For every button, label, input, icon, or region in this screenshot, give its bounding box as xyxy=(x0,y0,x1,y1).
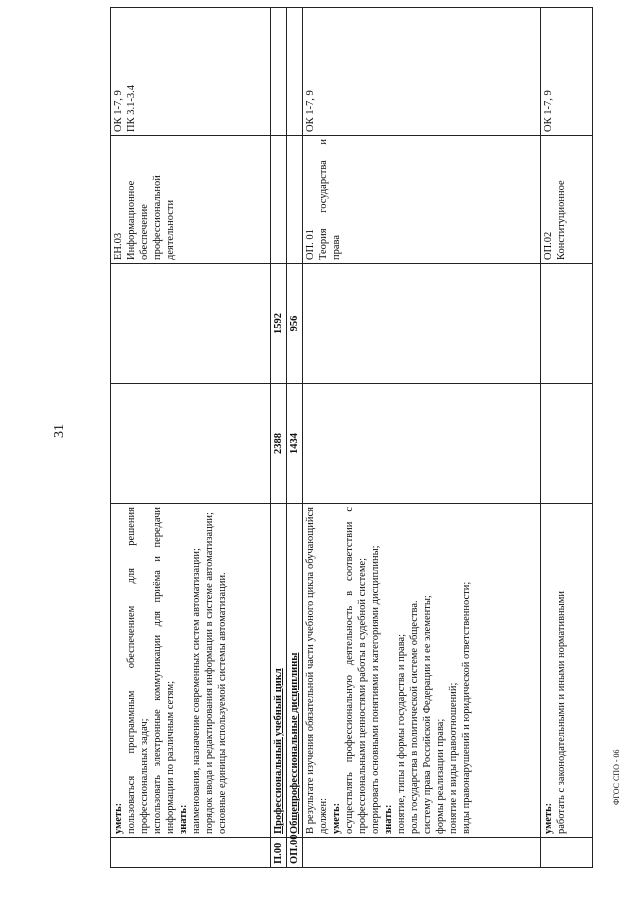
code-cell xyxy=(111,838,271,868)
discipline-cell xyxy=(287,136,303,264)
code-cell: П.00 xyxy=(271,838,287,868)
umet-text: пользоваться программным обеспечением для решения профессиональных задач; использовать электронные коммуникации для приёма и передачи информации по различным сетям; xyxy=(126,507,176,834)
page-number: 31 xyxy=(52,424,67,438)
table-row-p00 xyxy=(271,8,287,868)
description-cell xyxy=(111,504,271,838)
table-row-en03 xyxy=(111,8,271,868)
description-cell xyxy=(303,504,541,838)
znat-text: наименования, назначение современных систем автоматизации; порядок ввода и редактирования информации в системе автоматизации; основные единицы используемой системы автоматизации. xyxy=(191,512,228,834)
discipline-cell: ЕН.03 Информационное обеспечение профессиональной деятельности xyxy=(111,136,271,264)
table-row-op01 xyxy=(303,8,541,868)
competence-cell xyxy=(287,8,303,136)
curriculum-table xyxy=(110,7,593,868)
umet-text: работать с законодательными и иными нормативными xyxy=(556,591,567,834)
hours-max-cell: 1434 xyxy=(287,384,303,504)
umet-label: уметь: xyxy=(113,802,124,834)
description-cell xyxy=(541,504,593,838)
cycle-name-cell: Общепрофессиональные дисциплины xyxy=(287,504,303,838)
znat-text: понятие, типы и формы государства и права; роль государства в политической системе общества. систему права Российской Федерации и ее элементы; формы реализации права; понятие и виды правоотношений; виды правонарушений и юридической ответственности; xyxy=(396,581,472,834)
code-cell xyxy=(541,838,593,868)
intro-text: В результате изучения обязательной части учебного цикла обучающийся должен: xyxy=(305,507,329,834)
table-row-op00 xyxy=(287,8,303,868)
umet-text: осуществлять профессиональную деятельность в соответствии с профессиональными ценностями работы в судебной системе; оперировать основными понятиями и категориями дисциплины; xyxy=(344,507,381,834)
hours-max-cell: 2388 xyxy=(271,384,287,504)
cycle-name-cell: Профессиональный учебный цикл xyxy=(271,504,287,838)
competence-cell: ОК 1-7, 9 ПК 3.1-3.4 xyxy=(111,8,271,136)
discipline-cell xyxy=(271,136,287,264)
competence-cell: ОК 1-7, 9 xyxy=(303,8,541,136)
rotated-curriculum-table xyxy=(110,8,588,868)
discipline-cell: ОП.02 Конституционное xyxy=(541,136,593,264)
hours-max-cell xyxy=(541,384,593,504)
hours-max-cell xyxy=(303,384,541,504)
footer-standard-code: ФГОС СПО - 06 xyxy=(612,749,621,805)
table-row-op02 xyxy=(541,8,593,868)
hours-class-cell xyxy=(111,264,271,384)
znat-label: знать: xyxy=(383,804,394,834)
hours-class-cell xyxy=(303,264,541,384)
code-cell: ОП.00 xyxy=(287,838,303,868)
hours-max-cell xyxy=(111,384,271,504)
umet-label: уметь: xyxy=(543,802,554,834)
znat-label: знать: xyxy=(178,804,189,834)
competence-cell: ОК 1-7, 9 xyxy=(541,8,593,136)
competence-cell xyxy=(271,8,287,136)
hours-class-cell xyxy=(541,264,593,384)
umet-label: уметь: xyxy=(331,802,342,834)
hours-class-cell: 956 xyxy=(287,264,303,384)
discipline-cell: ОП. 01 Теория государства и права xyxy=(303,136,541,264)
hours-class-cell: 1592 xyxy=(271,264,287,384)
code-cell xyxy=(303,838,541,868)
